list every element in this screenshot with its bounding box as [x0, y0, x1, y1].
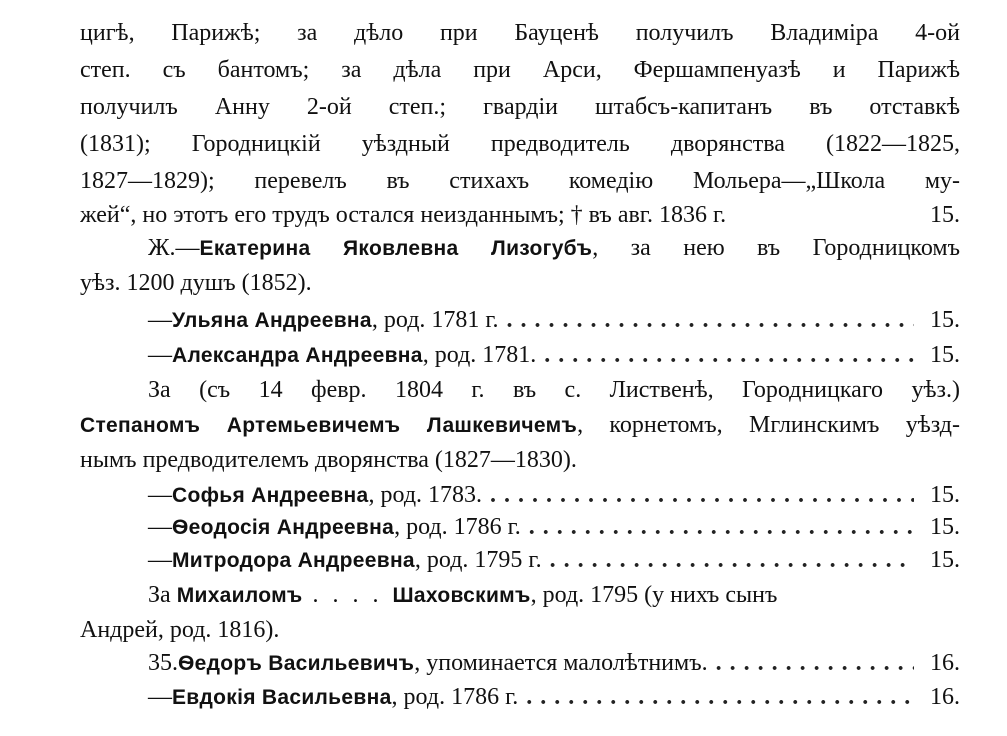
dot-leader — [507, 305, 914, 335]
text-fragment: За — [148, 582, 177, 608]
page-reference: 16. — [930, 684, 960, 710]
text-line: Андрей, род. 1816). — [80, 617, 280, 643]
text-line: уѣз. 1200 душъ (1852). — [80, 270, 312, 296]
entry-details: , род. 1781. — [422, 342, 537, 368]
person-name: Евдокія Васильевна — [172, 686, 392, 709]
entry-details: , род. 1795 г. — [414, 547, 542, 573]
text-line: степ. съ бантомъ; за дѣла при Арси, Фершампенуазѣ и Парижѣ — [80, 57, 960, 83]
entry-prefix: 35. — [148, 650, 178, 676]
text-line: За (съ 14 февр. 1804 г. въ с. Лиственѣ, Городницкаго уѣз.) — [148, 377, 960, 403]
entry-prefix: — — [148, 684, 172, 710]
genealogy-entry — [148, 305, 960, 336]
genealogy-entry — [148, 682, 960, 713]
text-line: (1831); Городницкій уѣздный предводитель дворянства (1822—1825, — [80, 131, 960, 157]
text-line — [80, 410, 960, 441]
person-name: Ѳедоръ Васильевичъ — [178, 652, 415, 675]
text-line: получилъ Анну 2-ой степ.; гвардіи штабсъ-капитанъ въ отставкѣ — [80, 94, 960, 120]
person-name: Шаховскимъ — [392, 584, 531, 607]
dot-leader — [544, 340, 914, 370]
person-name: Александра Андреевна — [172, 344, 423, 367]
genealogy-entry — [148, 545, 960, 576]
person-name: Ульяна Андреевна — [172, 309, 372, 332]
person-name: Софья Андреевна — [172, 484, 369, 507]
entry-prefix: — — [148, 307, 172, 333]
person-name: Степаномъ Артемьевичемъ Лашкевичемъ — [80, 414, 578, 437]
person-name: Михаиломъ — [176, 584, 303, 607]
page-reference: 15. — [930, 547, 960, 573]
text-line: цигѣ, Парижѣ; за дѣло при Бауценѣ получилъ Владиміра 4-ой — [80, 20, 960, 46]
entry-details: , род. 1783. — [368, 482, 483, 508]
dot-leader — [529, 512, 914, 542]
text-fragment: Ж.— — [148, 235, 200, 261]
text-line: 1827—1829); перевелъ въ стихахъ комедію Мольера—„Школа му- — [80, 168, 960, 194]
genealogy-entry — [148, 480, 960, 511]
text-fragment: , род. 1795 (у нихъ сынъ — [530, 582, 778, 608]
dot-leader — [550, 545, 914, 575]
dot-leader — [526, 682, 914, 712]
page-reference: 15. — [930, 514, 960, 540]
entry-details: , род. 1786 г. — [394, 514, 521, 540]
text-fragment: , за нею въ Городницкомъ — [592, 235, 960, 261]
entry-prefix: — — [148, 342, 172, 368]
text-line: жей“, но этотъ его трудъ остался неизданнымъ; † въ авг. 1836 г. — [80, 202, 727, 228]
text-fragment: , корнетомъ, Мглинскимъ уѣзд- — [577, 412, 960, 438]
entry-prefix: — — [148, 482, 172, 508]
dot-leader — [490, 480, 914, 510]
page-reference: 15. — [930, 482, 960, 508]
page-reference: 15. — [930, 307, 960, 333]
genealogy-entry — [148, 648, 960, 679]
text-line — [148, 233, 960, 264]
entry-details: , род. 1781 г. — [371, 307, 499, 333]
text-line — [148, 580, 960, 611]
text-fragment: . . . . — [302, 582, 393, 608]
page-reference: 16. — [930, 650, 960, 676]
entry-details: , упоминается малолѣтнимъ. — [414, 650, 708, 676]
text-line: нымъ предводителемъ дворянства (1827—1830). — [80, 447, 577, 473]
person-name: Екатерина Яковлевна Лизогубъ — [199, 237, 593, 260]
entry-prefix: — — [148, 547, 172, 573]
entry-details: , род. 1786 г. — [391, 684, 519, 710]
page-reference: 15. — [930, 342, 960, 368]
person-name: Ѳеодосія Андреевна — [172, 516, 395, 539]
genealogy-entry — [148, 512, 960, 543]
page-reference: 15. — [930, 202, 960, 228]
person-name: Митродора Андреевна — [172, 549, 415, 572]
dot-leader — [716, 648, 914, 678]
genealogy-entry — [148, 340, 960, 371]
entry-prefix: — — [148, 514, 172, 540]
